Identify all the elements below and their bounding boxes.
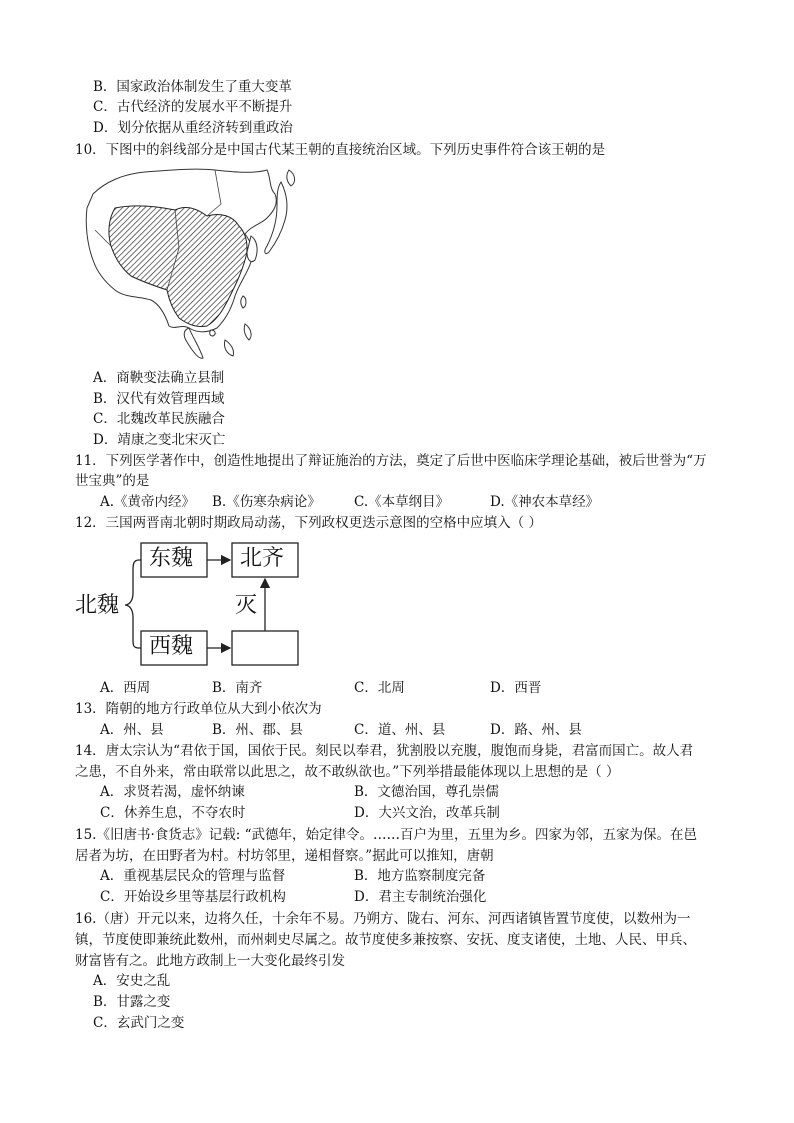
- q15-option-a: A．重视基层民众的管理与监督: [100, 868, 286, 884]
- q12-regime-diagram: [75, 535, 305, 675]
- q13-option-c: C．道、州、县: [354, 722, 446, 738]
- q12-stem: 12．三国两晋南北朝时期政局动荡，下列政权更迭示意图的空格中应填入（ ）: [75, 515, 542, 531]
- q9-option-d: D．划分依据从重经济转到重政治: [93, 120, 293, 136]
- diagram-west-wei-label: 西魏: [149, 634, 194, 659]
- q12-option-d: D．西晋: [490, 680, 542, 696]
- q14-stem-line2: 之患，不自外来，常由联常以此思之，故不敢纵欲也。”下列举措最能体现以上思想的是（ ）: [75, 764, 620, 780]
- q10-option-c: C．北魏改革民族融合: [93, 411, 225, 427]
- q9-option-c: C．古代经济的发展水平不断提升: [93, 99, 293, 115]
- q16-option-b: B．甘露之变: [93, 994, 171, 1010]
- q14-option-d: D．大兴文治，改革兵制: [354, 805, 500, 821]
- diagram-east-wei-label: 东魏: [149, 546, 194, 571]
- q13-option-a: A．州、县: [100, 722, 164, 738]
- q12-option-c: C．北周: [354, 680, 405, 696]
- q16-stem-line1: 16.（唐）开元以来，边将久任，十余年不易。乃朔方、陇右、河东、河西诸镇皆置节度使，以数州为一: [75, 911, 691, 927]
- q14-option-c: C．休养生息，不夺农时: [100, 805, 246, 821]
- q11-option-c: C.《本草纲目》: [354, 494, 450, 510]
- q11-stem-line2: 世宝典”的是: [75, 473, 150, 489]
- q16-option-c: C．玄武门之变: [93, 1015, 185, 1031]
- q16-stem-line3: 财富皆有之。此地方政制上一大变化最终引发: [75, 953, 345, 969]
- q14-option-b: B．文德治国，尊孔崇儒: [354, 784, 499, 800]
- q10-dynasty-map: [75, 164, 305, 362]
- q16-stem-line2: 镇，节度使即兼统此数州，而州刺史尽属之。故节度使多兼按察、安抚、度支诸使，土地、人民、甲兵、: [75, 932, 696, 948]
- q12-option-a: A．西周: [100, 680, 151, 696]
- q10-option-b: B．汉代有效管理西域: [93, 391, 225, 407]
- q11-stem-line1: 11．下列医学著作中，创造性地提出了辩证施治的方法，奠定了后世中医临床学理论基础，被后世誉为“万: [75, 453, 707, 469]
- q15-stem-line1: 15.《旧唐书·食货志》记载: “武德年，始定律令。……百户为里，五里为乡。四家为邻，五家为保。在邑: [75, 827, 698, 843]
- q10-stem: 10．下图中的斜线部分是中国古代某王朝的直接统治区域。下列历史事件符合该王朝的是: [75, 142, 606, 158]
- q15-stem-line2: 居者为坊，在田野者为村。村坊邻里，递相督察。”据此可以推知，唐朝: [75, 848, 494, 864]
- q13-option-b: B．州、郡、县: [212, 722, 303, 738]
- q10-option-a: A．商鞅变法确立县制: [93, 370, 225, 386]
- q9-option-b: B．国家政治体制发生了重大变革: [93, 79, 292, 95]
- diagram-root-label: 北魏: [75, 593, 120, 618]
- q15-option-c: C．开始设乡里等基层行政机构: [100, 889, 286, 905]
- q14-option-a: A．求贤若渴，虚怀纳谏: [100, 784, 245, 800]
- q13-option-d: D．路、州、县: [490, 722, 582, 738]
- q11-option-b: B.《伤寒杂病论》: [212, 494, 321, 510]
- q15-option-d: D．君主专制统治强化: [354, 889, 487, 905]
- q16-option-a: A．安史之乱: [93, 973, 171, 989]
- q15-option-b: B．地方监察制度完备: [354, 868, 486, 884]
- q12-option-b: B．南齐: [212, 680, 263, 696]
- q11-option-a: A.《黄帝内经》: [100, 494, 196, 510]
- diagram-north-qi-label: 北齐: [240, 546, 285, 571]
- q14-stem-line1: 14．唐太宗认为“君依于国，国依于民。刻民以奉君，犹割股以充腹，腹饱而身毙，君富而国亡。故人君: [75, 743, 694, 759]
- q13-stem: 13．隋朝的地方行政单位从大到小依次为: [75, 701, 322, 717]
- q10-option-d: D．靖康之变北宋灭亡: [93, 432, 226, 448]
- q11-option-d: D.《神农本草经》: [490, 494, 600, 510]
- diagram-arrow-label: 灭: [235, 593, 258, 618]
